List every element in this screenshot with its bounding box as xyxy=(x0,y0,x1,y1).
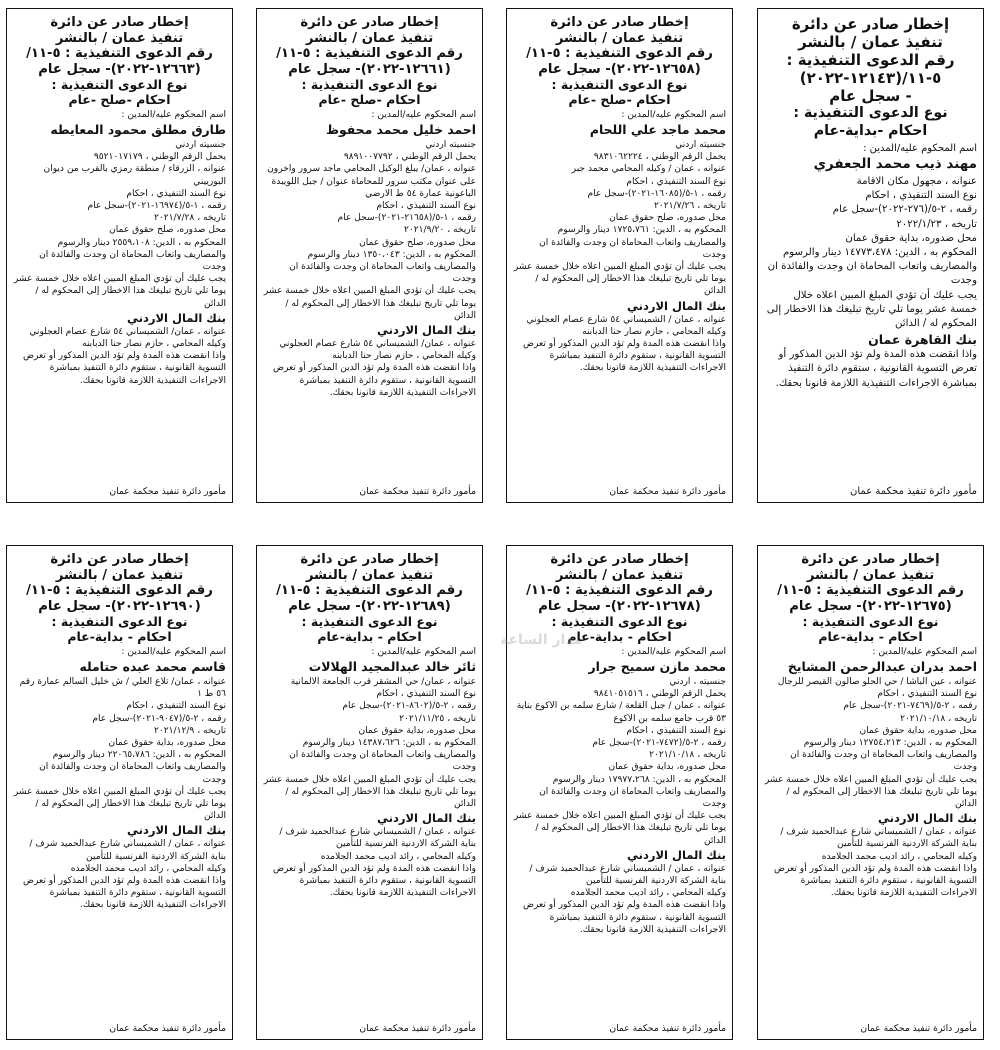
creditor-lawyer: وكيله المحامي ، رائد اديب محمد الجلامده xyxy=(570,888,726,899)
notice-line: تاريخه ، ٢٠٢٢/١/٢٣ xyxy=(896,218,977,230)
notice-line: جنسيته اردني xyxy=(425,140,476,150)
notice-line: عنوانه ، عمان/ يبلغ الوكيل المحامي ماجد سرور واخرون على عنوان مكتب سرور للمحاماة عنوان / جبل اللويبدة الباعونية عمارة ٥٤ ط الارضي xyxy=(267,164,476,199)
closing-text: واذا انقضت هذه المدة ولم تؤد الدين المذكور أو تعرض التسوية القانونية ، ستقوم دائرة التنفيذ بمباشرة الاجراءات التنفيذية اللازمة قانونا بحقك. xyxy=(272,363,476,398)
notice-line: المحكوم به ، الدين: ١٤٧٧٣،٤٧٨ دينار والرسوم والمصاريف واتعاب المحاماة ان وجدت والفائدة ان وجدت xyxy=(767,247,977,287)
case-type: نوع الدعوى التنفيذية : احكام -صلح -عام xyxy=(551,77,688,107)
notice-line: يحمل الرقم الوطني ، ٩٥٢١٠١٧١٧٩ xyxy=(93,152,226,163)
case-type: نوع الدعوى التنفيذية : احكام -صلح -عام xyxy=(301,77,438,107)
debtor-name: ثائر خالد عبدالمجيد الهلالات xyxy=(308,659,476,674)
notice-line: المحكوم به ، الدين: ١٤٣٨٧،٦٢٦ دينار والرسوم والمصاريف واتعاب المحاماة ان وجدت والفائدة ان وجدت xyxy=(289,738,476,773)
notice-line: عنوانه ، عمان / جبل القلعة / شارع سلمه بن الاكوع بناية ٥٣ قرب جامع سلمه بن الاكوع xyxy=(516,701,726,724)
creditor-bank: بنك المال الاردني xyxy=(627,847,726,862)
notice-header: إخطار صادر عن دائرة تنفيذ عمان / بالنشر رقم الدعوى التنفيذية : ٥-١١/ (١٢٦٦١-٢٠٢٢)- سجل عام xyxy=(276,15,463,77)
notice-footer: مأمور دائرة تنفيذ محكمة عمان xyxy=(359,1023,476,1034)
closing-text: واذا انقضت هذه المدة ولم تؤد الدين المذكور أو تعرض التسوية القانونية ، ستقوم دائرة التنفيذ بمباشرة الاجراءات التنفيذية اللازمة قانونا بحقك. xyxy=(775,349,977,389)
debtor-label: اسم المحكوم عليه/المدين : xyxy=(872,646,977,657)
notice-line: محل صدوره، بداية حقوق عمان xyxy=(845,232,977,244)
notice-line: يجب عليك أن تؤدي المبلغ المبين اعلاه خلال خمسة عشر يوما تلي تاريخ تبليغك هذا الاخطار إلى المحكوم له / الدائن xyxy=(766,289,977,330)
debtor-label: اسم المحكوم عليه/المدين : xyxy=(863,143,977,154)
debtor-label: اسم المحكوم عليه/المدين : xyxy=(121,646,226,657)
closing-text: واذا انقضت هذه المدة ولم تؤد الدين المذكور أو تعرض التسوية القانونية ، ستقوم دائرة التنفيذ بمباشرة الاجراءات التنفيذية اللازمة قانونا بحقك. xyxy=(522,339,726,374)
creditor-address: عنوانه ، عمان/ الشميساني ٥٤ شارع عصام العجلوني xyxy=(279,339,476,350)
notice-5 xyxy=(757,545,984,1040)
creditor-bank: بنك المال الاردني xyxy=(127,823,226,838)
notice-header: إخطار صادر عن دائرة تنفيذ عمان / بالنشر رقم الدعوى التنفيذية : ٥-١١/ (١٢٦٦٣-٢٠٢٢)- سجل عام xyxy=(26,15,213,77)
notice-line: جنسيته اردني xyxy=(675,140,726,150)
debtor-name: طارق مطلق محمود المعايطه xyxy=(50,122,226,137)
debtor-label: اسم المحكوم عليه/المدين : xyxy=(621,646,726,657)
notice-7 xyxy=(256,545,483,1040)
creditor-address: عنوانه ، عمان / الشميساني ٥٤ شارع عصام العجلوني xyxy=(526,314,726,325)
creditor-address: عنوانه ، عمان / الشميساني شارع عبدالحميد شرف / بناية الشركة الاردنية الفرنسية للتأمين xyxy=(279,827,476,850)
creditor-lawyer: وكيله المحامي ، حازم نصار حنا الدبابنه xyxy=(82,339,226,350)
notice-line: محل صدوره، صلح حقوق عمان xyxy=(609,213,726,224)
creditor-bank: بنك المال الاردني xyxy=(627,298,726,313)
debtor-label: اسم المحكوم عليه/المدين : xyxy=(121,109,226,120)
closing-text: واذا انقضت هذه المدة ولم تؤد الدين المذكور أو تعرض التسوية القانونية ، ستقوم دائرة التنفيذ بمباشرة الاجراءات التنفيذية اللازمة قانونا بحقك. xyxy=(22,876,226,911)
debtor-name: قاسم محمد عبده حتامله xyxy=(79,659,226,674)
notice-footer: مأمور دائرة تنفيذ محكمة عمان xyxy=(109,1023,226,1034)
debtor-name: احمد بدران عبدالرحمن المشايخ xyxy=(787,659,977,674)
notice-line: تاريخه ، ٢٠٢١/١٢/٩ xyxy=(153,725,226,736)
notice-line: عنوانه ، الزرقاء / منطقة رمزي بالقرب من ديوان البورييني xyxy=(43,164,226,187)
creditor-bank: بنك المال الاردني xyxy=(377,323,476,338)
notice-line: يجب عليك أن تؤدي المبلغ المبين اعلاه خلال خمسة عشر يوما تلي تاريخ تبليغك هذا الاخطار إلى المحكوم له / الدائن xyxy=(13,274,226,309)
watermark: مدار الساعة xyxy=(500,632,583,648)
notice-line: المحكوم به ، الدين: ١٧٩٧٧،٢٦٨ دينار والرسوم والمصاريف واتعاب المحاماة ان وجدت والفائدة ان وجدت xyxy=(539,774,726,810)
notice-2 xyxy=(506,8,733,503)
notice-line: محل صدوره، صلح حقوق عمان xyxy=(109,225,226,236)
notice-footer: مأمور دائرة تنفيذ محكمة عمان xyxy=(860,1023,977,1034)
notice-line: تاريخه ، ٢٠٢١/١٠/١٨ xyxy=(649,750,726,761)
notice-header: إخطار صادر عن دائرة تنفيذ عمان / بالنشر رقم الدعوى التنفيذية : ٥-١١/ (١٢٦٥٨-٢٠٢٢)- سجل عام xyxy=(526,15,713,77)
debtor-label: اسم المحكوم عليه/المدين : xyxy=(621,109,726,120)
creditor-lawyer: وكيله المحامي ، حازم نصار حنا الدبابنه xyxy=(332,351,476,362)
notice-line: رقمه ، ١-٥/(١٦٩٧٤-٢٠٢١)-سجل عام xyxy=(87,201,226,212)
notice-8 xyxy=(6,545,233,1040)
notice-line: عنوانه ، مجهول مكان الاقامة xyxy=(856,176,977,187)
notice-line: نوع السند التنفيذي ، احكام xyxy=(376,689,476,700)
notice-line: رقمه ، ١-٥/(٢١٦٥٨-٢٠٢١)-سجل عام xyxy=(337,213,476,224)
closing-text: واذا انقضت هذه المدة ولم تؤد الدين المذكور أو تعرض التسوية القانونية ، ستقوم دائرة التنفيذ بمباشرة الاجراءات التنفيذية اللازمة قانونا بحقك. xyxy=(22,351,226,386)
notice-line: نوع السند التنفيذي ، احكام xyxy=(126,188,226,199)
case-type: نوع الدعوى التنفيذية : احكام - بداية-عام xyxy=(51,614,188,644)
notice-header: إخطار صادر عن دائرة تنفيذ عمان / بالنشر رقم الدعوى التنفيذية : ٥-١١/ (١٢٦٨٩-٢٠٢٢)- سجل عام xyxy=(276,552,463,614)
notice-line: يجب عليك أن تؤدي المبلغ المبين اعلاه خلال خمسة عشر يوما تلي تاريخ تبليغك هذا الاخطار إلى المحكوم له / الدائن xyxy=(13,786,226,822)
creditor-lawyer: وكيله المحامي ، رائد اديب محمد الجلامده xyxy=(320,851,476,862)
notice-line: نوع السند التنفيذي ، احكام xyxy=(877,689,977,700)
notice-line: تاريخه ، ٢٠٢١/١٠/١٨ xyxy=(900,713,977,724)
notice-line: المحكوم به ، الدين: ١٣٥٠،٠٤٣ دينار والرسوم والمصاريف واتعاب المحاماة ان وجدت والفائدة ان وجدت xyxy=(289,249,476,285)
notice-line: جنسيته ، اردني xyxy=(669,677,726,687)
notice-line: رقمه ، ٢-٥/(٨٦٠٢-٢٠٢١)-سجل عام xyxy=(342,701,476,712)
notice-line: تاريخه ، ٢٠٢١/٧/٢٦ xyxy=(653,201,726,212)
creditor-lawyer: وكيله المحامي ، حازم نصار حنا الدبابنه xyxy=(582,326,726,337)
notice-footer: مأمور دائرة تنفيذ محكمة عمان xyxy=(109,486,226,497)
case-type: نوع الدعوى التنفيذية : احكام -بداية-عام xyxy=(793,105,948,139)
notice-header: إخطار صادر عن دائرة تنفيذ عمان / بالنشر رقم الدعوى التنفيذية : ٥-١١/(١٢١٤٣-٢٠٢٢) - سجل عام xyxy=(786,15,955,105)
notice-line: تاريخه ، ٢٠٢١/١١/٢٥ xyxy=(399,713,476,724)
creditor-address: عنوانه ، عمان / الشميساني شارع عبدالحميد شرف / بناية الشركة الاردنية الفرنسية للتأمين xyxy=(29,839,226,862)
creditor-address: عنوانه ، عمان/ الشميساني ٥٤ شارع عصام العجلوني xyxy=(29,326,226,337)
notice-line: عنوانه ، عمان/ حي المشقر قرب الجامعة الالمانية xyxy=(290,677,476,687)
creditor-address: عنوانه ، عمان / الشميساني شارع عبدالحميد شرف / بناية الشركة الاردنية الفرنسية للتأمين xyxy=(780,827,977,850)
notice-line: محل صدوره، بداية حقوق عمان xyxy=(608,762,726,773)
notice-line: عنوانه ، عين الباشا / حي الحلو صالون القيصر للرجال xyxy=(777,677,977,687)
notice-3 xyxy=(256,8,483,503)
closing-text: واذا انقضت هذه المدة ولم تؤد الدين المذكور أو تعرض التسوية القانونية ، ستقوم دائرة التنفيذ بمباشرة الاجراءات التنفيذية اللازمة قانونا بحقك. xyxy=(773,863,977,899)
notice-line: يحمل الرقم الوطني ، ٩٨٩١٠٠٧٧٩٢ xyxy=(343,152,476,163)
creditor-bank: بنك المال الاردني xyxy=(377,811,476,826)
notice-line: يجب عليك أن تؤدي المبلغ المبين اعلاه خلال خمسة عشر يوما تلي تاريخ تبليغك هذا الاخطار إلى المحكوم له / الدائن xyxy=(263,286,476,321)
case-type: نوع الدعوى التنفيذية : احكام - بداية-عام xyxy=(802,614,939,644)
debtor-label: اسم المحكوم عليه/المدين : xyxy=(371,109,476,120)
debtor-name: محمد مازن سميح جرار xyxy=(588,659,726,674)
notice-footer: مأمور دائرة تنفيذ محكمة عمان xyxy=(609,486,726,497)
notice-line: رقمه ، ١-٥/(١٦٠٨٥-٢٠٢١)-سجل عام xyxy=(587,188,726,199)
case-type: نوع الدعوى التنفيذية : احكام - بداية-عام xyxy=(301,614,438,644)
notice-1 xyxy=(757,8,984,503)
notice-footer: مأمور دائرة تنفيذ محكمة عمان xyxy=(850,486,977,497)
creditor-bank: بنك المال الاردني xyxy=(127,310,226,325)
notice-line: نوع السند التنفيذي ، احكام xyxy=(865,190,977,202)
notice-line: نوع السند التنفيذي ، احكام xyxy=(376,201,476,212)
notice-footer: مأمور دائرة تنفيذ محكمة عمان xyxy=(609,1023,726,1034)
notice-line: يجب عليك أن تؤدي المبلغ المبين اعلاه خلال خمسة عشر يوما تلي تاريخ تبليغك هذا الاخطار إلى المحكوم له / الدائن xyxy=(513,262,726,297)
notice-line: يجب عليك أن تؤدي المبلغ المبين اعلاه خلال خمسة عشر يوما تلي تاريخ تبليغك هذا الاخطار إلى المحكوم له / الدائن xyxy=(263,774,476,810)
notice-line: نوع السند التنفيذي ، احكام xyxy=(626,725,726,736)
notice-line: نوع السند التنفيذي ، احكام xyxy=(626,176,726,187)
creditor-lawyer: وكيله المحامي ، رائد اديب محمد الجلامده xyxy=(821,851,977,862)
creditor-lawyer: وكيله المحامي ، رائد اديب محمد الجلامده xyxy=(70,863,226,874)
case-type: نوع الدعوى التنفيذية : احكام - بداية-عام xyxy=(551,614,688,644)
debtor-name: مهند ذيب محمد الجعفري xyxy=(813,156,977,172)
closing-text: واذا انقضت هذه المدة ولم تؤد الدين المذكور أو تعرض التسوية القانونية ، ستقوم دائرة التنفيذ بمباشرة الاجراءات التنفيذية اللازمة قانونا بحقك. xyxy=(522,900,726,935)
notice-line: محل صدوره، بداية حقوق عمان xyxy=(859,725,977,736)
notice-line: تاريخه ، ٢٠٢١/٧/٢٨ xyxy=(153,213,226,224)
notice-line: المحكوم به ، الدين: ٢٥٥٩،١٠٨ دينار والرسوم والمصاريف واتعاب المحاماة ان وجدت والفائدة ان وجدت xyxy=(39,237,226,273)
notice-line: المحكوم به ، الدين: ٢٢٠٦٥،٧٨٦ دينار والرسوم والمصاريف واتعاب المحاماة ان وجدت والفائدة ان وجدت xyxy=(39,750,226,785)
notice-line: المحكوم به ، الدين: ١٧٢٥،٧٦١ دينار والرسوم والمصاريف واتعاب المحاماة ان وجدت والفائدة ان وجدت xyxy=(539,225,726,260)
notice-footer: مأمور دائرة تنفيذ محكمة عمان xyxy=(359,486,476,497)
notice-line: يحمل الرقم الوطني ، ٩٨٤١٠٥١٥١٦ xyxy=(593,689,726,700)
case-type: نوع الدعوى التنفيذية : احكام -صلح -عام xyxy=(51,77,188,107)
notice-header: إخطار صادر عن دائرة تنفيذ عمان / بالنشر رقم الدعوى التنفيذية : ٥-١١/ (١٢٦٩٠-٢٠٢٢)- سجل عام xyxy=(26,552,213,614)
notice-line: محل صدوره، صلح حقوق عمان xyxy=(359,237,476,248)
creditor-address: عنوانه ، عمان / الشميساني شارع عبدالحميد شرف / بناية الشركة الاردنية الفرنسية للتأمين xyxy=(529,863,726,887)
notice-4 xyxy=(6,8,233,503)
notice-line: رقمه ، ٢-٥/(٧٤٧٢-٢٠٢١)-سجل عام xyxy=(592,738,726,749)
notice-line: رقمه ، ٢-٥/(٩٠٤٧-٢٠٢١)-سجل عام xyxy=(92,713,226,724)
debtor-name: محمد ماجد علي اللحام xyxy=(589,122,726,137)
notice-line: يجب عليك أن تؤدي المبلغ المبين اعلاه خلال خمسة عشر يوما تلي تاريخ تبليغك هذا الاخطار إلى المحكوم له / الدائن xyxy=(513,811,726,846)
notice-line: المحكوم به ، الدين: ١٢٧٥٤،٢١٣ دينار والرسوم والمصاريف واتعاب المحاماة ان وجدت والفائدة ان وجدت xyxy=(790,738,977,773)
notice-line: نوع السند التنفيذي ، احكام xyxy=(126,701,226,712)
notice-line: يجب عليك أن تؤدي المبلغ المبين اعلاه خلال خمسة عشر يوما تلي تاريخ تبليغك هذا الاخطار إلى المحكوم له / الدائن xyxy=(764,774,977,810)
closing-text: واذا انقضت هذه المدة ولم تؤد الدين المذكور أو تعرض التسوية القانونية ، ستقوم دائرة التنفيذ بمباشرة الاجراءات التنفيذية اللازمة قانونا بحقك. xyxy=(272,863,476,899)
notice-header: إخطار صادر عن دائرة تنفيذ عمان / بالنشر رقم الدعوى التنفيذية : ٥-١١/ (١٢٦٧٥-٢٠٢٢)- سجل عام xyxy=(777,552,964,614)
notice-line: يحمل الرقم الوطني ، ٩٨٣١٠٦٢٢٢٤ xyxy=(593,152,726,163)
notice-line: رقمه ، ٢-٥/(٢٧٦-٢٠٢٢)-سجل عام xyxy=(832,204,977,216)
notice-line: رقمه ، ٢-٥/(٧٤٦٩-٢٠٢١)-سجل عام xyxy=(843,701,977,712)
debtor-label: اسم المحكوم عليه/المدين : xyxy=(371,646,476,657)
notice-6 xyxy=(506,545,733,1040)
notice-line: عنوانه ، عمان / وكيله المحامي محمد جبر xyxy=(571,164,726,175)
creditor-bank: بنك القاهرة عمان xyxy=(868,332,977,348)
notice-header: إخطار صادر عن دائرة تنفيذ عمان / بالنشر رقم الدعوى التنفيذية : ٥-١١/ (١٢٦٧٨-٢٠٢٢)- سجل عام xyxy=(526,552,713,614)
notice-line: جنسيته اردني xyxy=(175,140,226,150)
notice-line: عنوانه ، عمان/ تلاع العلي / ش خليل السالم عمارة رقم ٥٦ ط ١ xyxy=(19,677,226,700)
creditor-bank: بنك المال الاردني xyxy=(878,811,977,826)
notice-line: تاريخه ، ٢٠٢١/٩/٢٠ xyxy=(403,225,476,236)
notice-line: محل صدوره، بداية حقوق عمان xyxy=(358,725,476,736)
debtor-name: احمد خليل محمد محفوظ xyxy=(326,122,476,137)
notice-line: محل صدوره، بداية حقوق عمان xyxy=(108,738,226,749)
